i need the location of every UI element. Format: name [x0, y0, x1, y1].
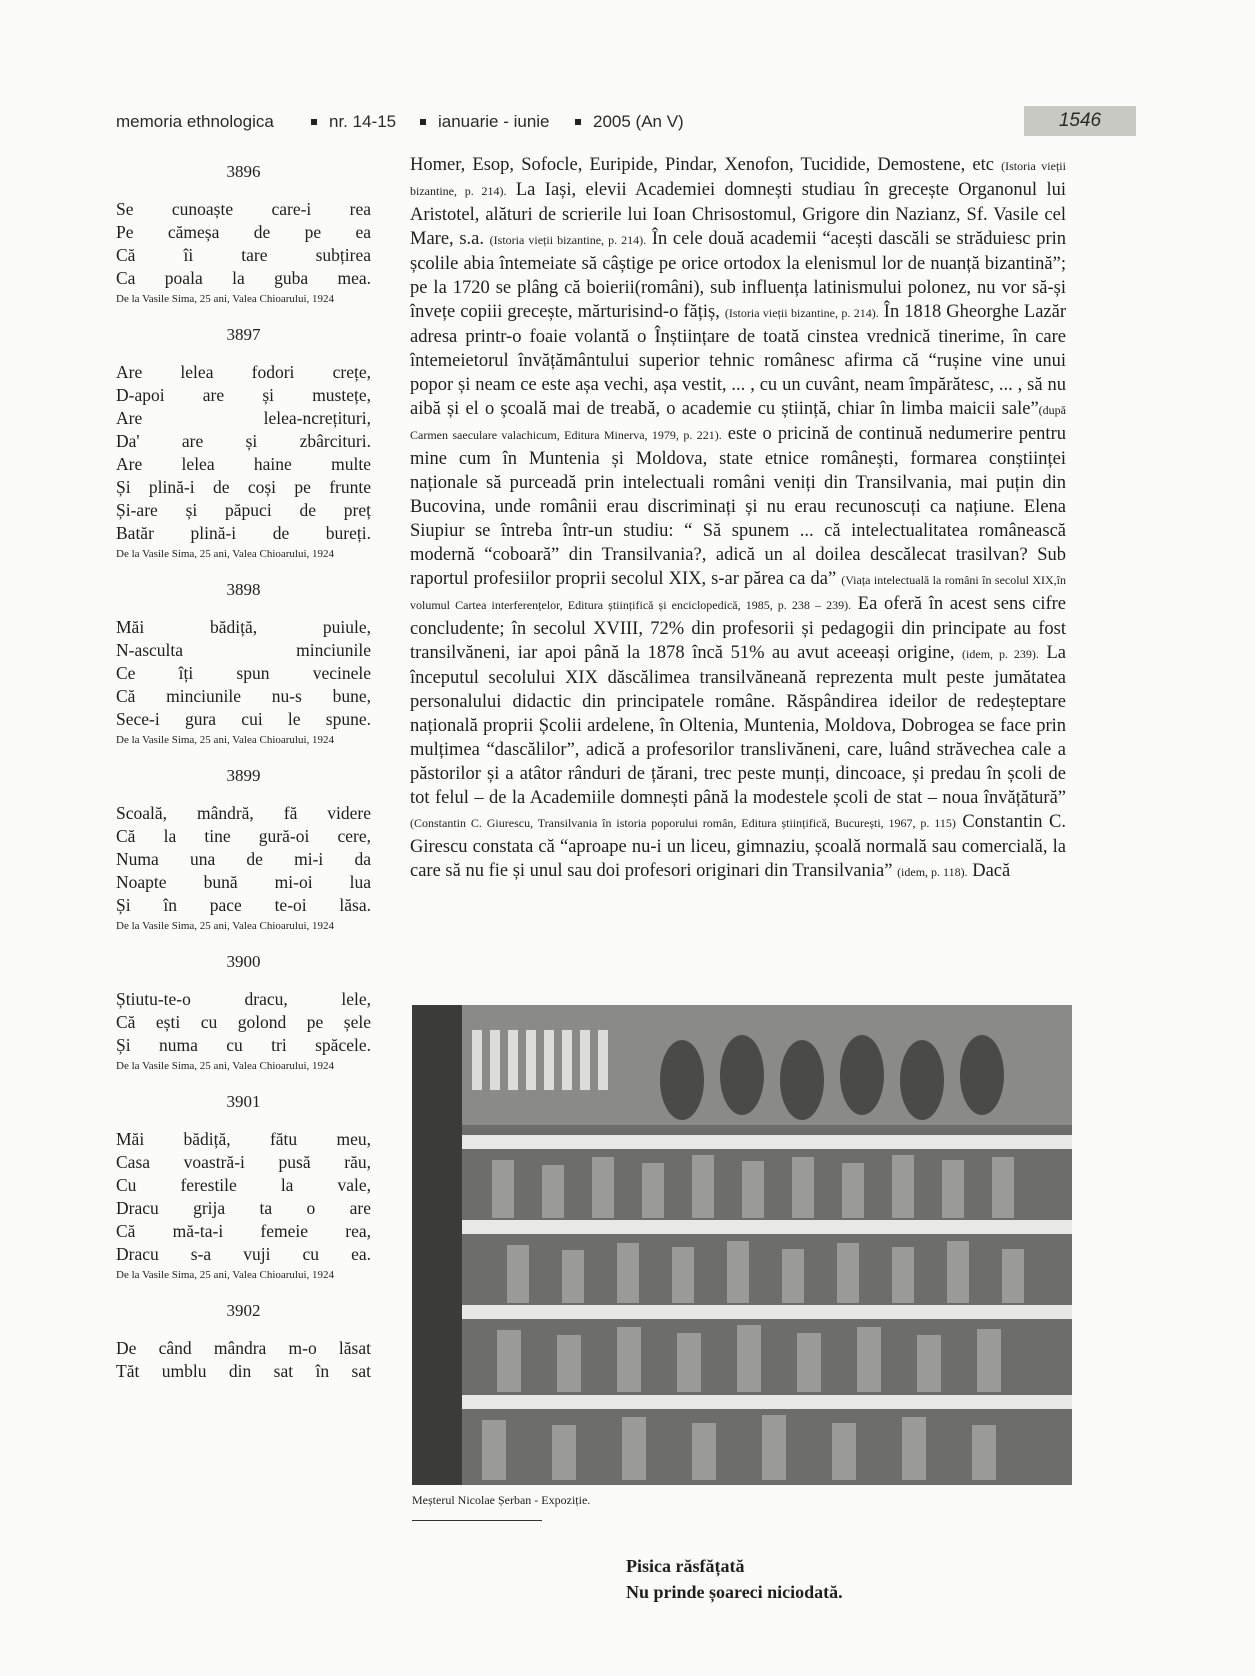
article-column	[410, 153, 1066, 884]
photo-caption: Meșterul Nicolae Șerban - Expoziție.	[412, 1493, 591, 1507]
article-segment: Homer, Esop, Sofocle, Euripide, Pindar, Xenofon, Tucidide, Demostene, etc	[410, 155, 1002, 175]
poem	[116, 1092, 371, 1283]
poem-line: Sece-i gura cui le spune.	[116, 709, 371, 729]
poem-line: Are lelea-ncrețituri,	[116, 408, 371, 428]
header-bullet	[420, 119, 426, 125]
poem-line: De când mândra m-o lăsat	[116, 1338, 371, 1358]
poem-line: Și plină-i de coși pe frunte	[116, 477, 371, 497]
poem-number: 3901	[226, 1092, 261, 1111]
article-segment: este o pricină de continuă nedumerire pentru mine cum în Muntenia și Moldova, state etnice românești, formarea conștiinței naționale să purceadă prin intelectuali români veniți din Transilvania, mai puțin din Bucovina, unde românii erau discriminați și nu erau recunoscuți ca națiune. Elena Siupiur se întreba într-un studiu: “ Să spunem ... că intelectualitatea românească modernă “coboară” din Transilvania?, adică un al doilea descălecat trasilvan? Sub raportul profesiilor proprii secolul XIX, s-ar părea ca da”	[410, 424, 1066, 589]
poem-line: Noapte bună mi-oi lua	[116, 872, 371, 892]
issue-year: 2005 (An V)	[593, 112, 684, 131]
citation: (idem, p. 118).	[897, 865, 968, 879]
header-bullet	[575, 119, 581, 125]
poem-line: Că minciunile nu-s bune,	[116, 686, 371, 706]
article-segment: În 1818 Gheorghe Lazăr adresa printr-o foaie volantă o Înștiințare de toată cinstea vrednică tinerime, în care întemeietorul învățământului superior tehnic românesc afirma că “rușine vine unui popor și neam ce este așa vechi, așa vestit, ... , cu un cuvânt, neam împărătesc, ... , să nu aibă și el o școală mai de treabă, o academie cu știință, chiar în limba maicii sale”	[410, 302, 1067, 419]
citation: (Istoria vieții bizantine, p. 214).	[724, 306, 879, 320]
poem-line: Măi bădiță, fătu meu,	[116, 1129, 371, 1149]
poem-line: Știutu-te-o dracu, lele,	[116, 989, 371, 1009]
poem-line: Numa una de mi-i da	[116, 849, 371, 869]
article-segment: Ea oferă în acest sens cifre concludente; în secolul XVIII, 72% din profesorii și pedagogii din principate au fost transilvăneni, iar apoi până la 1878 încă 51% au avut aceeași origine,	[410, 594, 1066, 663]
poem-source: De la Vasile Sima, 25 ani, Valea Chioarului, 1924	[116, 734, 335, 746]
citation: (idem, p. 239).	[962, 647, 1039, 661]
poem-number: 3897	[226, 325, 261, 344]
poem-number: 3902	[226, 1301, 261, 1320]
citation: (Istoria vieții bizantine, p. 214).	[410, 159, 1066, 198]
poem-line: N-asculta minciunile	[116, 640, 371, 660]
header-bullet	[311, 119, 317, 125]
poem-source: De la Vasile Sima, 25 ani, Valea Chioarului, 1924	[116, 1269, 335, 1281]
poem-source: De la Vasile Sima, 25 ani, Valea Chioarului, 1924	[116, 920, 335, 932]
poem-line: D-apoi are și mustețe,	[116, 385, 371, 405]
poem-line: Batăr plină-i de bureți.	[116, 523, 371, 543]
poem	[116, 580, 371, 748]
poem-line: Tăt umblu din sat în sat	[116, 1361, 371, 1381]
article-segment: Dacă	[967, 861, 1011, 881]
poem-number: 3899	[226, 766, 261, 785]
poem-line: Cu ferestile la vale,	[116, 1175, 371, 1195]
poem-line: Că la tine gură-oi cere,	[116, 826, 371, 846]
poem-line: Și numa cu tri spăcele.	[116, 1035, 371, 1055]
poem-line: Și-are și păpuci de preț	[116, 500, 371, 520]
poem-line: Da' are și zbârcituri.	[116, 431, 371, 451]
divider-rule	[412, 1520, 542, 1521]
journal-title: memoria ethnologica	[116, 112, 274, 131]
poem-source: De la Vasile Sima, 25 ani, Valea Chioarului, 1924	[116, 548, 335, 560]
poem-column	[116, 150, 371, 1401]
poem-number: 3900	[226, 952, 261, 971]
poem-line: Casa voastră-i pusă rău,	[116, 1152, 371, 1172]
poem	[116, 162, 371, 307]
poem-line: Dracu grija ta o are	[116, 1198, 371, 1218]
citation: (după Carmen saeculare valachicum, Editura Minerva, 1979, p. 221).	[410, 403, 1066, 442]
poem-line: Se cunoaște care-i rea	[116, 199, 371, 219]
poem-line: Pe cămeșa de pe ea	[116, 222, 371, 242]
proverb	[626, 1553, 843, 1605]
poem	[116, 952, 371, 1074]
poem-line: Că îi tare subțirea	[116, 245, 371, 265]
article-segment: În cele două academii “acești dascăli se străduiesc prin școlile abia întemeiate să câștige pe orice ortodox la elenismul lor de nuanță bizantină”; pe la 1720 se plâng că boierii(români), sub influența latinismului polonez, nu vor să-și învețe copiii grecește, mărturisind-o fățiș,	[410, 229, 1066, 322]
issue-number: nr. 14-15	[329, 112, 397, 131]
poem-source: De la Vasile Sima, 25 ani, Valea Chioarului, 1924	[116, 293, 335, 305]
article-text	[410, 153, 1066, 884]
proverb-line: Nu prinde șoareci niciodată.	[626, 1582, 843, 1602]
issue-months: ianuarie - iunie	[438, 112, 550, 131]
exhibition-photo	[412, 1005, 1072, 1485]
poem	[116, 766, 371, 934]
poem-line: Ce îți spun vecinele	[116, 663, 371, 683]
article-segment: La Iași, elevii Academiei domnești studiau în grecește Organonul lui Aristotel, alături de scrierile lui Ioan Chrisostomul, Grigore din Nazianz, Sf. Vasile cel Mare, s.a.	[410, 180, 1066, 249]
citation: (Viața intelectuală la români în secolul XIX,în volumul Cartea interferențelor, Editura științifică și enciclopedică, 1985, p. 238 – 239).	[410, 573, 1066, 612]
poem	[116, 1301, 371, 1383]
citation: (Istoria vieții bizantine, p. 214).	[489, 233, 647, 247]
proverb-line: Pisica răsfățată	[626, 1556, 745, 1576]
poem-line: Și în pace te-oi lăsa.	[116, 895, 371, 915]
page-number: 1546	[1024, 106, 1136, 136]
poem-number: 3898	[226, 580, 261, 599]
citation: (Constantin C. Giurescu, Transilvania în istoria poporului român, Editura științifică, București, 1967, p. 115)	[410, 816, 956, 830]
article-segment: Constantin C. Girescu constata că “aproape nu-i un liceu, gimnaziu, școală normală sau comercială, la care să nu fie și unul sau doi profesori originari din Transilvania”	[410, 812, 1066, 881]
poem-line: Are lelea fodori crețe,	[116, 362, 371, 382]
poem-line: Scoală, mândră, fă videre	[116, 803, 371, 823]
running-header	[116, 106, 1136, 136]
poem-line: Ca poala la guba mea.	[116, 268, 371, 288]
poem-source: De la Vasile Sima, 25 ani, Valea Chioarului, 1924	[116, 1060, 335, 1072]
poem-line: Că mă-ta-i femeie rea,	[116, 1221, 371, 1241]
poem-line: Că ești cu golond pe șele	[116, 1012, 371, 1032]
poem	[116, 325, 371, 562]
poem-line: Are lelea haine multe	[116, 454, 371, 474]
article-segment: La începutul secolului XIX dăscălimea transilvăneană reprezenta mult peste jumătatea personalului didactic din principatele române. Răspândirea ideilor de redeșteptare națională proprii Școlii ardelene, în Oltenia, Muntenia, Moldova, Dobrogea se face prin mulțimea “dascălilor”, adică a profesorilor translivăneni, care, luând străvechea cale a păstorilor și a atâtor rânduri de țărani, trec peste munți, dincoace, și predau în școli de tot felul – de la Academiile domnești până la modestele școli de stat – noua învățătură”	[410, 643, 1066, 808]
poem-line: Dracu s-a vuji cu ea.	[116, 1244, 371, 1264]
poem-line: Măi bădiță, puiule,	[116, 617, 371, 637]
poem-number: 3896	[226, 162, 261, 181]
